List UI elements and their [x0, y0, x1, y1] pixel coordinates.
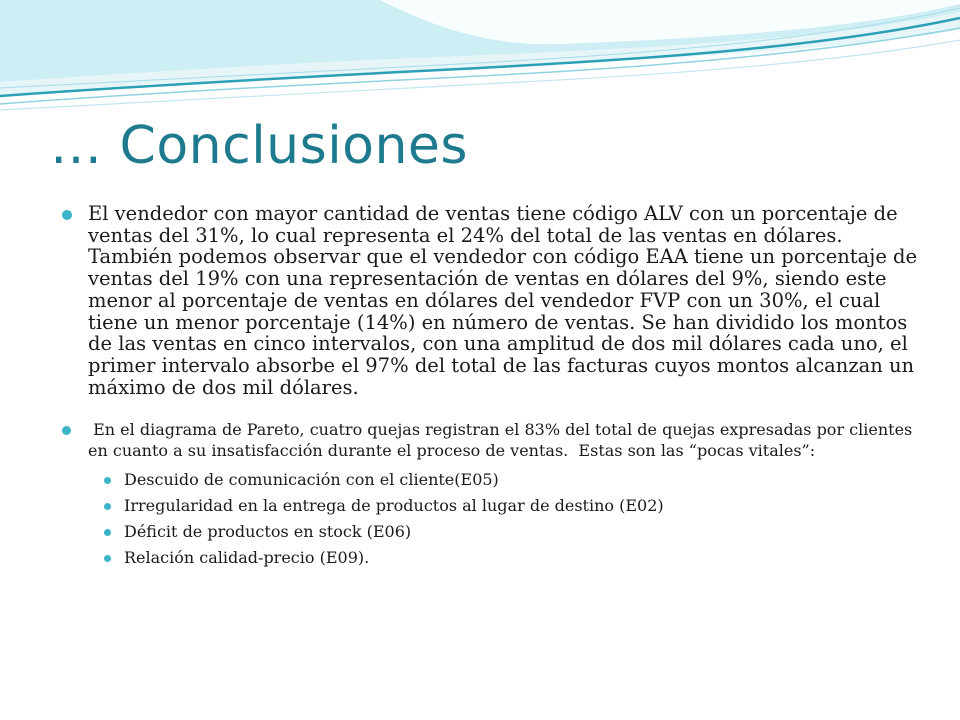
bullet-text: En el diagrama de Pareto, cuatro quejas registran el 83% del total de quejas expresadas por clientes en cuanto a su insatisfacción durante el proceso de ventas. Estas son las “pocas vitales”:: [88, 420, 918, 460]
list-item-text: Relación calidad-precio (E09).: [124, 548, 370, 568]
list-item-text: Irregularidad en la entrega de productos al lugar de destino (E02): [124, 496, 664, 516]
list-item-text: Descuido de comunicación con el cliente(E05): [124, 470, 499, 490]
list-item: [100, 467, 920, 493]
bullet-sales-summary: [60, 203, 920, 398]
bullet-dot-icon: [104, 503, 111, 510]
bullet-dot-icon: [104, 555, 111, 562]
bullet-pareto-summary: [60, 420, 920, 461]
bullet-text: El vendedor con mayor cantidad de ventas tiene código ALV con un porcentaje de ventas del 31%, lo cual representa el 24% del total de las ventas en dólares. También podemos observar que el vendedor con código EAA tiene un porcentaje de ventas del 19% con una representación de ventas en dólares del 9%, siendo este menor al porcentaje de ventas en dólares del vendedor FVP con un 30%, el cual tiene un menor porcentaje (14%) en número de ventas. Se han dividido los montos de las ventas en cinco intervalos, con una amplitud de dos mil dólares cada uno, el primer intervalo absorbe el 97% del total de las facturas cuyos montos alcanzan un máximo de dos mil dólares.: [88, 202, 918, 399]
page-title: … Conclusiones: [50, 116, 468, 176]
header-wave-decoration: [0, 0, 960, 120]
list-item: [100, 519, 920, 545]
list-item: [100, 545, 920, 571]
list-item-text: Déficit de productos en stock (E06): [124, 522, 412, 542]
bullet-dot-icon: [62, 210, 72, 220]
bullet-dot-icon: [104, 477, 111, 484]
vital-few-list: [60, 467, 920, 571]
slide-content: [60, 203, 920, 571]
bullet-dot-icon: [104, 529, 111, 536]
list-item: [100, 493, 920, 519]
bullet-dot-icon: [62, 426, 71, 435]
